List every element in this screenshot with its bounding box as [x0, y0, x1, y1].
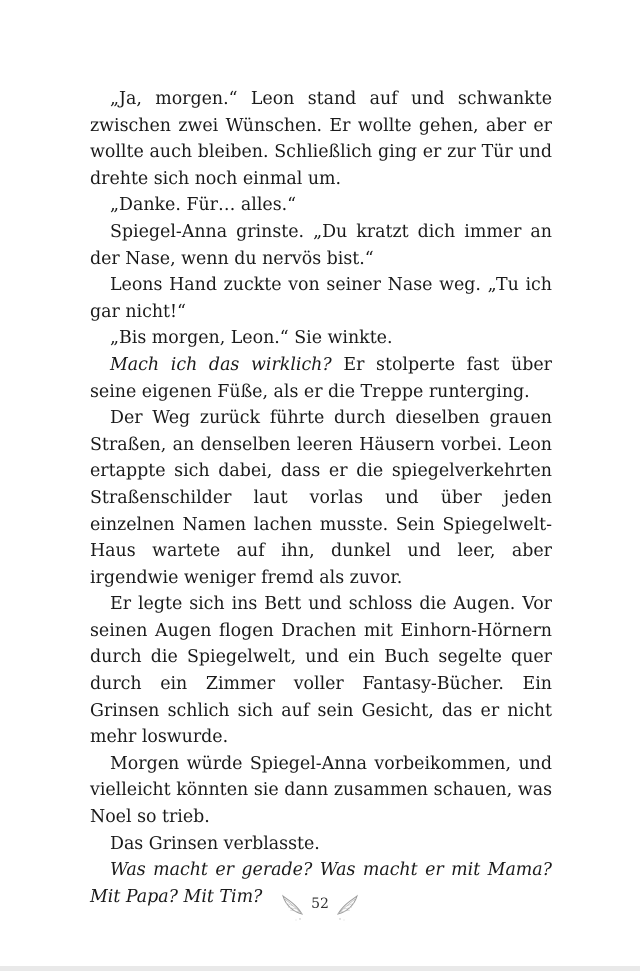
- paragraph-10: Das Grinsen verblasste.: [110, 833, 320, 854]
- feather-right-icon: [336, 892, 360, 922]
- paragraph-7: Der Weg zurück führte durch dieselben grauen Straßen, an denselben leeren Häusern vorbei. Leon ertappte sich dabei, dass er die spiegelverkehrten Straßenschilder laut vorlas und über jeden einzelnen Namen lachen musste. Sein Spiegelwelt-Haus wartete auf ihn, dunkel und leer, aber irgendwie weniger fremd als zuvor.: [90, 408, 552, 588]
- paragraph-5: „Bis morgen, Leon.“ Sie winkte.: [110, 328, 393, 349]
- paragraph-1: „Ja, morgen.“ Leon stand auf und schwankte zwischen zwei Wünschen. Er wollte gehen, aber er wollte auch bleiben. Schließlich ging er zur Tür und drehte sich noch einmal um.: [90, 89, 552, 189]
- paragraph-9: Morgen würde Spiegel-Anna vorbeikommen, und vielleicht könnten sie dann zusammen schauen, was Noel so trieb.: [90, 753, 552, 828]
- page-edge: [0, 966, 640, 971]
- body-text: [90, 86, 552, 910]
- page-footer: [0, 890, 640, 930]
- paragraph-2: „Danke. Für… alles.“: [110, 195, 297, 216]
- paragraph-4: Leons Hand zuckte von seiner Nase weg. „Tu ich gar nicht!“: [90, 275, 552, 322]
- paragraph-6: [90, 352, 552, 405]
- paragraph-3: Spiegel-Anna grinste. „Du kratzt dich immer an der Nase, wenn du nervös bist.“: [90, 221, 552, 269]
- page-number: 52: [311, 896, 329, 912]
- paragraph-6-italic-lead: Mach ich das wirklich?: [110, 354, 332, 375]
- paragraph-6-rest: Er stolperte fast über seine eigenen Füße, als er die Treppe runterging.: [90, 354, 552, 402]
- paragraph-8: Er legte sich ins Bett und schloss die Augen. Vor seinen Augen flogen Drachen mit Einhorn-Hörnern durch die Spiegelwelt, und ein Buch segelte quer durch ein Zimmer voller Fantasy-Bücher. Ein Grinsen schlich sich auf sein Gesicht, das er nicht mehr loswurde.: [90, 594, 552, 748]
- paragraph-11: Was macht er gerade? Was macht er mit Mama? Mit Papa? Mit Tim?: [90, 860, 552, 907]
